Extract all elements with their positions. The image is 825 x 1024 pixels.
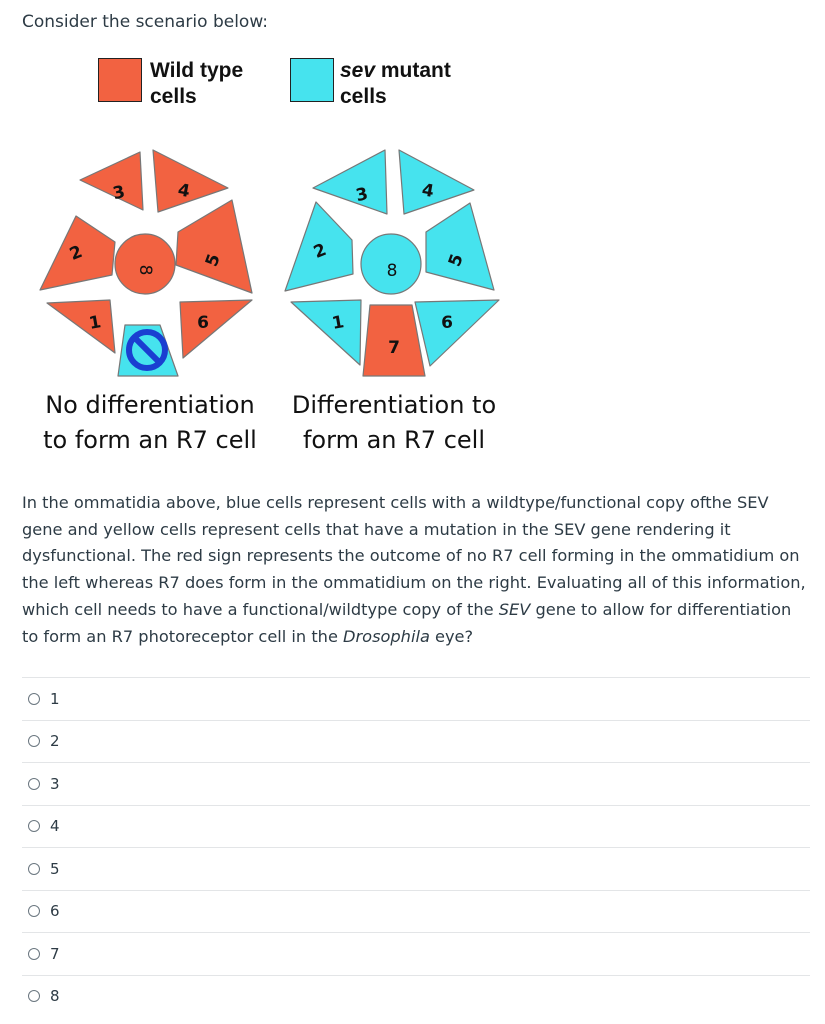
left-label-5: 5 — [201, 251, 225, 270]
left-cell-5 — [176, 200, 252, 293]
left-label-4: 4 — [176, 180, 192, 202]
option-4[interactable] — [22, 805, 810, 848]
left-label-2: 2 — [66, 241, 86, 265]
radio-button[interactable] — [28, 863, 40, 875]
option-1[interactable] — [22, 677, 810, 720]
radio-button[interactable] — [28, 693, 40, 705]
question-text: In the ommatidia above, blue cells represent cells with a wildtype/functional copy ofthe SEV gene and yellow cells represent cells that have a mutation in the SEV gene rendering it dysfunctional. The red sign represents the outcome of no R7 cell forming in the ommatidium on the left whereas R7 does form in the ommatidium on the right. Evaluating all of this information, which cell needs to have a functional/wildtype copy of the SEV gene to allow for differentiation to form an R7 photoreceptor cell in the Drosophila eye? — [22, 493, 806, 646]
right-label-5: 5 — [444, 251, 468, 270]
option-label: 1 — [50, 689, 60, 708]
option-3[interactable] — [22, 762, 810, 805]
right-label-2: 2 — [310, 239, 330, 263]
right-cell-4 — [399, 150, 474, 214]
right-cell-3 — [313, 150, 387, 214]
answer-options — [22, 677, 810, 1017]
radio-button[interactable] — [28, 905, 40, 917]
radio-button[interactable] — [28, 948, 40, 960]
right-label-6: 6 — [441, 313, 453, 333]
option-5[interactable] — [22, 847, 810, 890]
sev-mutant-label: sev mutant cells — [340, 59, 451, 108]
radio-button[interactable] — [28, 778, 40, 790]
option-7[interactable] — [22, 932, 810, 975]
right-caption: Differentiation to form an R7 cell — [291, 391, 497, 454]
left-label-8: 8 — [135, 264, 155, 276]
option-6[interactable] — [22, 890, 810, 933]
left-cell-4 — [153, 150, 228, 212]
right-label-1: 1 — [330, 312, 346, 334]
option-label: 2 — [50, 732, 60, 751]
radio-button[interactable] — [28, 820, 40, 832]
option-label: 3 — [50, 774, 60, 793]
left-cell-3 — [80, 152, 143, 210]
left-label-6: 6 — [197, 313, 209, 333]
option-label: 7 — [50, 944, 60, 963]
option-8[interactable] — [22, 975, 810, 1018]
right-label-8: 8 — [386, 261, 398, 281]
right-label-3: 3 — [354, 184, 370, 207]
sev-mutant-swatch — [290, 58, 334, 102]
wild-type-swatch — [98, 58, 142, 102]
right-cell-1 — [291, 300, 361, 365]
left-label-3: 3 — [111, 182, 127, 205]
option-label: 5 — [50, 859, 60, 878]
left-caption: No differentiation to form an R7 cell — [43, 391, 257, 454]
option-label: 8 — [50, 987, 60, 1006]
intro-text: Consider the scenario below: — [22, 12, 269, 32]
option-label: 6 — [50, 902, 60, 921]
left-cell-1 — [47, 300, 115, 353]
left-cell-6 — [180, 300, 252, 358]
option-2[interactable] — [22, 720, 810, 763]
radio-button[interactable] — [28, 990, 40, 1002]
option-label: 4 — [50, 817, 60, 836]
right-cell-5 — [426, 203, 494, 290]
ommatidia-figure — [0, 120, 825, 390]
right-cell-6 — [415, 300, 499, 366]
radio-button[interactable] — [28, 735, 40, 747]
right-label-4: 4 — [420, 180, 436, 202]
right-label-7: 7 — [388, 338, 400, 358]
wild-type-label: Wild type cells — [150, 59, 244, 108]
left-label-1: 1 — [87, 312, 103, 334]
